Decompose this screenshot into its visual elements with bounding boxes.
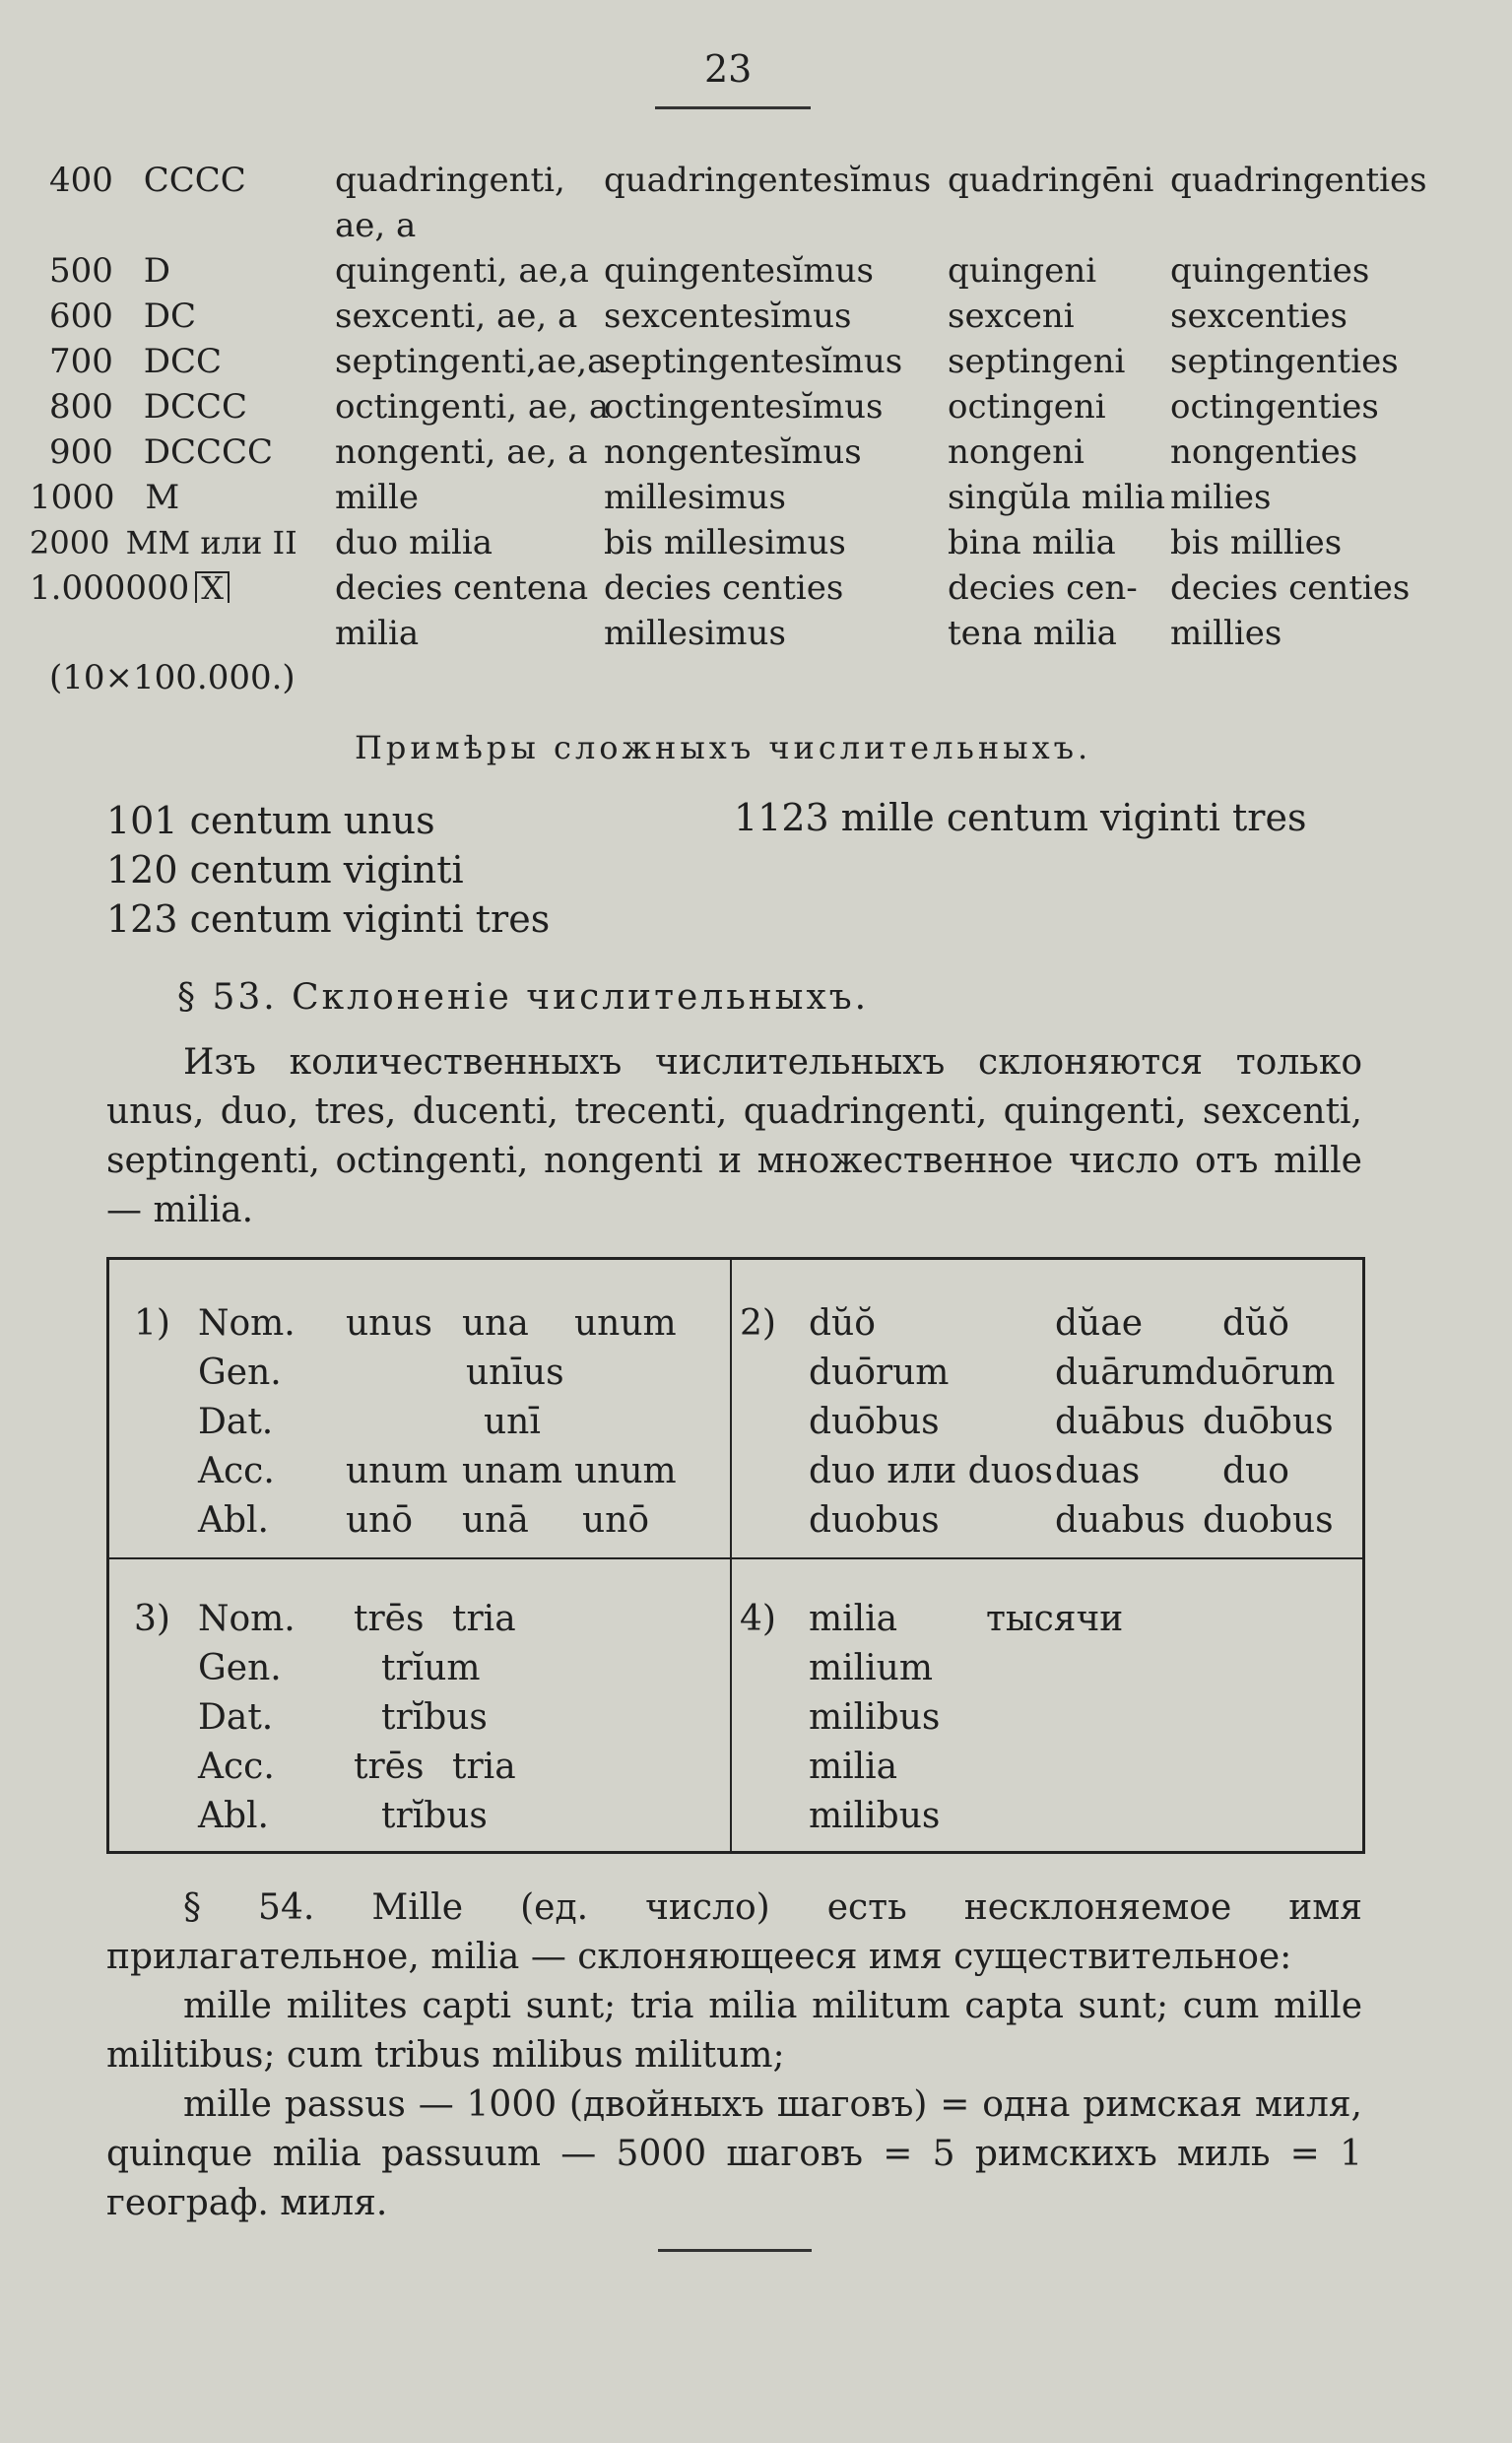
table-cell: duo milia (335, 523, 493, 562)
table-cell: octingenti, ae, a (335, 387, 610, 427)
table-cell: sexcenti, ae, a (335, 297, 578, 336)
table-cell: duo или duos (809, 1451, 1054, 1491)
table-cell: septingenties (1170, 342, 1399, 381)
table-cell (769, 1349, 1350, 1398)
table-cell (149, 1693, 720, 1743)
table-cell: quadringenties (1170, 161, 1427, 200)
table-cell (769, 1743, 1350, 1792)
table-cell (149, 1743, 720, 1792)
section-53-text: Изъ количественныхъ числительныхъ склоняются только unus, duo, tres, ducenti, trecenti, quadringenti, quingenti, sexcenti, septingenti, octingenti, nongenti и множественное число отъ mille — milia. (106, 1042, 1362, 1230)
table-cell (769, 1496, 1350, 1546)
table-cell (49, 384, 247, 429)
table-cell: duōrum (1195, 1353, 1336, 1393)
example-line: 1123 mille centum viginti tres (734, 796, 1307, 839)
example-line: 120 centum viginti (106, 848, 464, 891)
table-cell: Acc. (198, 1451, 275, 1491)
table-cell: sexcentesĭmus (604, 297, 852, 336)
declension-table (106, 1257, 1365, 1854)
table-cell: bis millies (1170, 523, 1343, 562)
table-divider (730, 1260, 732, 1851)
table-cell: trĭum (381, 1648, 481, 1688)
table-cell: decies centies (604, 568, 844, 608)
table-cell: octingeni (948, 387, 1106, 427)
table-cell: duōbus (1203, 1402, 1334, 1442)
table-cell: Dat. (198, 1697, 274, 1738)
table-cell: quingenties (1170, 251, 1370, 291)
table-cell (740, 1299, 1350, 1349)
table-cell: Dat. (198, 1402, 274, 1442)
table-cell (49, 339, 222, 384)
table-cell: DCCC (143, 387, 248, 427)
table-cell: 1000 (30, 478, 115, 517)
table-cell: unā (462, 1500, 529, 1541)
table-cell: Nom. (198, 1303, 296, 1344)
table-cell: milium (809, 1648, 933, 1688)
table-cell: MM или II (125, 524, 297, 561)
table-cell (769, 1644, 1350, 1693)
table-cell: unum (346, 1451, 448, 1491)
table-cell: dŭŏ (809, 1303, 876, 1344)
table-cell: unō (582, 1500, 650, 1541)
table-cell: CCCC (143, 161, 246, 200)
table-cell (30, 565, 230, 611)
table-cell: trĭbus (381, 1796, 488, 1836)
table-cell: DCCCC (143, 432, 274, 472)
end-rule (658, 2249, 812, 2252)
declension-unus (134, 1299, 720, 1546)
declension-duo (740, 1299, 1350, 1546)
table-divider (109, 1557, 1362, 1559)
table-cell (149, 1496, 720, 1546)
million-symbol: X (195, 571, 230, 603)
table-cell: milibus (809, 1697, 941, 1738)
table-cell (149, 1644, 720, 1693)
table-cell: Abl. (198, 1500, 269, 1541)
table-cell: quingentesĭmus (604, 251, 874, 291)
table-cell: 400 (49, 161, 113, 200)
table-cell: singŭla milia (948, 478, 1165, 517)
example-line: 123 centum viginti tres (106, 897, 551, 941)
table-cell: DCC (143, 342, 223, 381)
table-cell: duobus (1203, 1500, 1334, 1541)
table-cell: milia (809, 1599, 898, 1639)
table-cell: duas (1055, 1451, 1141, 1491)
table-cell: 4) (740, 1599, 776, 1639)
table-cell: una (462, 1303, 529, 1344)
table-cell: millies (1170, 614, 1282, 653)
table-cell (149, 1792, 720, 1841)
table-cell: decies centies (1170, 568, 1411, 608)
table-cell: milia (335, 614, 420, 653)
section-53-title: § 53. Склоненіе числительныхъ. (177, 977, 870, 1018)
table-cell (49, 294, 196, 339)
table-cell: 800 (49, 387, 113, 427)
table-cell: quadringēni (948, 161, 1154, 200)
table-cell: decies centena (335, 568, 589, 608)
declension-tres (134, 1595, 720, 1841)
table-cell: unīus (466, 1353, 564, 1393)
table-cell: tena milia (948, 614, 1117, 653)
table-cell (134, 1595, 720, 1644)
table-cell (49, 248, 170, 294)
table-cell: nongentesĭmus (604, 432, 862, 472)
table-cell: milies (1170, 478, 1272, 517)
header-rule (655, 106, 811, 109)
table-cell: decies cen- (948, 568, 1138, 608)
table-cell: 1) (134, 1303, 170, 1344)
section-54-paragraph: mille passus — 1000 (двойныхъ шаговъ) = одна римская миля, quinque milia passuum — 5000 шаговъ = 5 римскихъ миль = 1 географ. миля. (106, 2084, 1362, 2223)
table-cell: Gen. (198, 1648, 282, 1688)
table-cell: unī (484, 1402, 541, 1442)
page-number: 23 (704, 47, 753, 91)
table-cell: septingeni (948, 342, 1126, 381)
table-cell (30, 520, 297, 565)
table-cell: 3) (134, 1599, 170, 1639)
table-cell: duārum (1055, 1353, 1196, 1393)
table-cell: milia (809, 1747, 898, 1787)
table-cell: millesimus (604, 614, 786, 653)
table-cell: quingenti, ae,a (335, 251, 589, 291)
table-cell (769, 1398, 1350, 1447)
table-cell: 500 (49, 251, 113, 291)
table-cell: septingenti,ae,a (335, 342, 608, 381)
table-cell: bina milia (948, 523, 1116, 562)
table-cell: octingenties (1170, 387, 1379, 427)
table-cell (769, 1693, 1350, 1743)
table-cell: 2) (740, 1303, 776, 1344)
table-cell: ae, a (335, 206, 417, 245)
table-cell: M (145, 478, 180, 517)
table-cell: duo (1222, 1451, 1289, 1491)
million-note: (10×100.000.) (49, 658, 296, 697)
table-cell: Nom. (198, 1599, 296, 1639)
table-cell (769, 1792, 1350, 1841)
table-cell: nongenti, ae, a (335, 432, 588, 472)
table-cell: 700 (49, 342, 113, 381)
table-cell: trēs (354, 1599, 425, 1639)
table-cell: unō (346, 1500, 414, 1541)
table-cell: bis millesimus (604, 523, 846, 562)
table-cell (134, 1299, 720, 1349)
table-cell: sexcenties (1170, 297, 1348, 336)
table-cell: dŭŏ (1222, 1303, 1289, 1344)
table-cell (149, 1447, 720, 1496)
table-cell (769, 1447, 1350, 1496)
table-cell: mille (335, 478, 419, 517)
table-cell: unus (346, 1303, 433, 1344)
examples-heading: Примѣры сложныхъ числительныхъ. (355, 729, 1092, 766)
table-cell: 900 (49, 432, 113, 472)
table-cell: nongeni (948, 432, 1085, 472)
table-cell: duōrum (809, 1353, 950, 1393)
table-cell (149, 1398, 720, 1447)
example-line: 101 centum unus (106, 799, 435, 842)
table-cell: tria (452, 1599, 516, 1639)
table-cell: тысячи (986, 1599, 1124, 1639)
section-54-paragraph: § 54. Mille (ед. число) есть несклоняемое имя прилагательное, milia — склоняющееся имя существительное: (106, 1887, 1362, 1977)
table-cell: milibus (809, 1796, 941, 1836)
section-54-text (106, 1883, 1362, 2228)
table-cell: duābus (1055, 1402, 1186, 1442)
table-cell (30, 475, 179, 520)
table-cell: sexceni (948, 297, 1075, 336)
table-cell: trĭbus (381, 1697, 488, 1738)
declension-milia (740, 1595, 1350, 1841)
table-cell: tria (452, 1747, 516, 1787)
table-cell: quadringenti, (335, 161, 565, 200)
table-cell: dŭae (1055, 1303, 1143, 1344)
table-cell: trēs (354, 1747, 425, 1787)
table-cell: DC (143, 297, 196, 336)
table-cell: duōbus (809, 1402, 940, 1442)
table-cell: unum (574, 1451, 677, 1491)
section-54-paragraph: mille milites capti sunt; tria milia militum capta sunt; cum mille militibus; cum tribus milibus militum; (106, 1986, 1362, 2076)
table-cell (49, 158, 246, 203)
table-cell: quingeni (948, 251, 1097, 291)
table-cell: octingentesĭmus (604, 387, 884, 427)
table-cell: 2000 (30, 524, 110, 561)
table-cell: duabus (1055, 1500, 1186, 1541)
table-cell: 1.000000 (30, 568, 190, 608)
table-cell: Acc. (198, 1747, 275, 1787)
table-cell: duobus (809, 1500, 940, 1541)
examples-list (106, 796, 550, 944)
table-cell (149, 1349, 720, 1398)
table-cell (49, 429, 273, 475)
table-cell: unam (462, 1451, 562, 1491)
table-cell: 600 (49, 297, 113, 336)
table-cell: Gen. (198, 1353, 282, 1393)
table-cell: D (143, 251, 170, 291)
table-cell: unum (574, 1303, 677, 1344)
table-cell: Abl. (198, 1796, 269, 1836)
table-cell: nongenties (1170, 432, 1358, 472)
table-cell: septingentesĭmus (604, 342, 903, 381)
table-cell: millesimus (604, 478, 786, 517)
table-cell: quadringentesĭmus (604, 161, 932, 200)
table-cell (740, 1595, 1350, 1644)
